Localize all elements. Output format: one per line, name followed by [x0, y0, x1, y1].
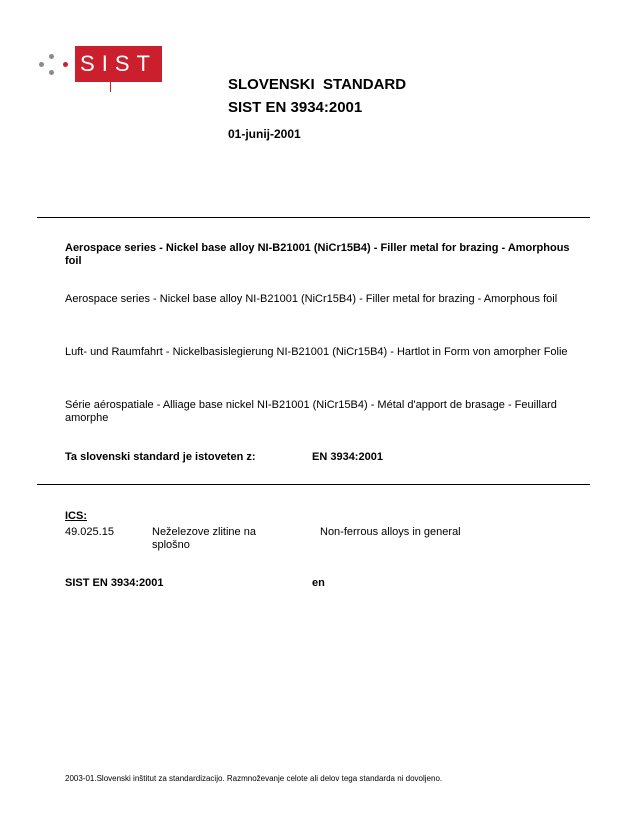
ics-heading: ICS:: [65, 510, 87, 522]
standard-code: SIST EN 3934:2001: [228, 99, 363, 116]
title-french: Série aérospatiale - Alliage base nickel NI-B21001 (NiCr15B4) - Métal d'apport de brasage - Feuillard amorphe: [65, 399, 557, 424]
ics-slovenian: Neželezove zlitine na splošno: [152, 526, 256, 551]
ics-code: 49.025.15: [65, 526, 114, 538]
standard-date: 01-junij-2001: [228, 127, 301, 141]
identical-label: Ta slovenski standard je istoveten z:: [65, 451, 256, 463]
title-main: Aerospace series - Nickel base alloy NI-B21001 (NiCr15B4) - Filler metal for brazing - Amorphous foil: [65, 242, 570, 267]
middle-rule: [37, 484, 590, 485]
logo-text: SIST: [80, 51, 157, 76]
logo-dots-icon: [37, 46, 73, 82]
ics-english: Non-ferrous alloys in general: [320, 526, 461, 538]
title-german: Luft- und Raumfahrt - Nickelbasislegierung NI-B21001 (NiCr15B4) - Hartlot in Form von amorpher Folie: [65, 346, 568, 358]
summary-language: en: [312, 577, 325, 589]
identical-value: EN 3934:2001: [312, 451, 383, 463]
sist-logo: [75, 46, 162, 82]
logo-divider: [110, 82, 111, 92]
standard-type: SLOVENSKI STANDARD: [228, 76, 407, 93]
summary-code: SIST EN 3934:2001: [65, 577, 164, 589]
title-english: Aerospace series - Nickel base alloy NI-B21001 (NiCr15B4) - Filler metal for brazing - Amorphous foil: [65, 293, 558, 305]
top-rule: [37, 217, 590, 218]
copyright-footer: 2003-01.Slovenski inštitut za standardizacijo. Razmnoževanje celote ali delov tega standarda ni dovoljeno.: [65, 774, 443, 783]
